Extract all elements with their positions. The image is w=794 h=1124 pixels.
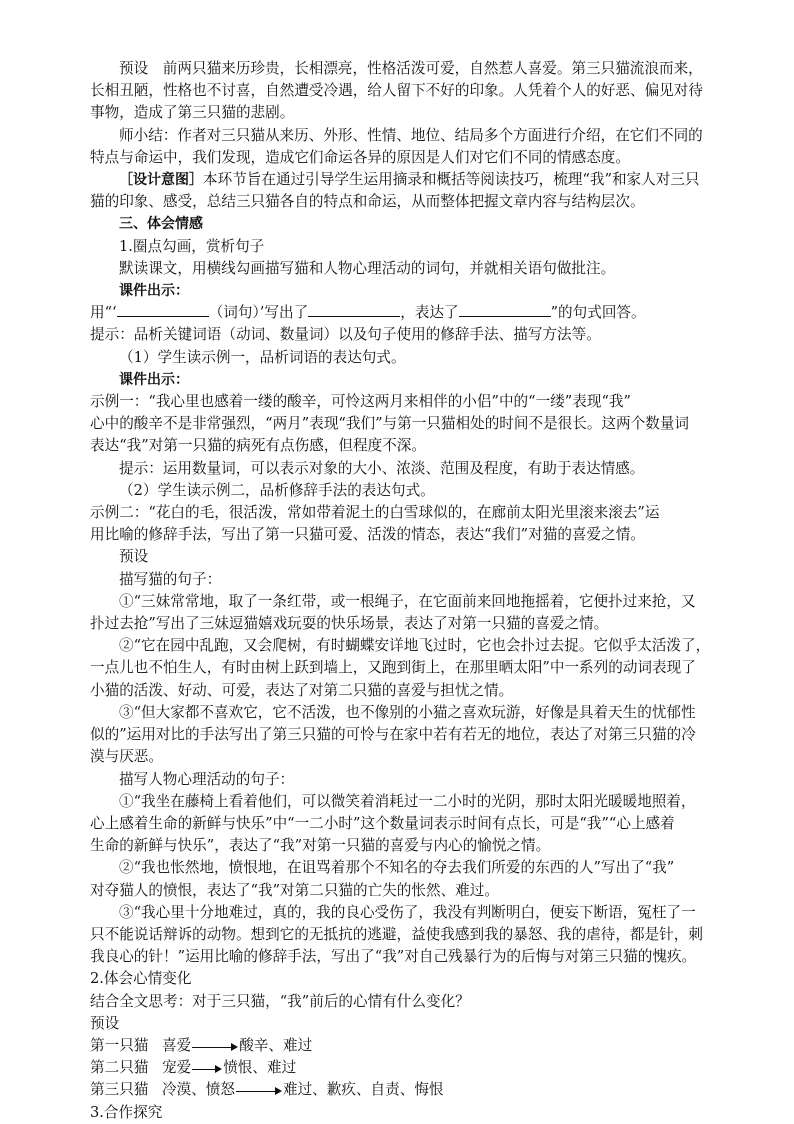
mood-after: 难过、歉疚、自责、悔恨 [282,1081,444,1099]
section-heading: 三、体会情感 [119,216,203,233]
arrow-right-icon [192,1063,222,1073]
example-one-line: 表达“我”对第一只猫的病死有点伤感，但程度不深。 [90,437,426,455]
instruction-text: 默读课文，用横线勾画描写猫和人物心理活动的词句，并就相关语句做批注。 [119,259,616,277]
cat-sentence-line: 扑过去抢”写出了三妹逗猫嬉戏玩耍的快乐场景，表达了对第一只猫的喜爱之情。 [90,615,609,633]
mood-after: 酸辛、难过 [239,1036,313,1054]
example-one-line: 示例一：“我心里也感着一缕的酸辛，可怜这两月来相伴的小侣”中的“一缕”表现“我” [90,393,631,411]
preset-label: 预设 [119,548,149,566]
cat-sentence-line: ③“但大家都不喜欢它，它不活泼，也不像别的小猫之喜欢玩游，好像是具着天生的忧郁性 [119,703,696,721]
cat-sentence-line: 小猫的活泼、好动、可爱，表达了对第二只猫的喜爱与担忧之情。 [90,681,514,699]
teacher-summary-line: 特点与命运中，我们发现，造成它们命运各异的原因是人们对它们不同的情感态度。 [90,148,630,166]
blank-line [308,302,400,317]
step-text: （2）学生读示例二，品析修辞手法的表达句式。 [119,481,435,499]
mind-sentence-line: 只不能说话辩诉的动物。想到它的无抵抗的逃避，益使我感到我的暴怒、我的虐待，都是针，刺 [90,925,703,943]
blank-line [117,302,209,317]
courseware-label: 课件出示： [119,283,189,300]
cat-sentence-line: 一点儿也不怕生人，有时由树上跃到墙上，又跑到街上，在那里晒太阳”中一系列的动词表现了 [90,659,696,677]
subsection-heading: 1.圈点勾画，赏析句子 [119,237,265,255]
preset-paragraph-line: 事物，造成了第三只猫的悲剧。 [90,104,295,122]
design-intent-text: 本环节旨在通过引导学生运用摘录和概括等阅读技巧，梳理“我”和家人对三只 [203,171,700,189]
example-one-line: 心中的酸辛不是非常强烈，“两月”表现“我们”与第一只猫相处的时间不是很长。这两个数量词 [90,415,690,433]
mood-flow-row [90,1057,735,1079]
courseware-label: 课件出示： [119,371,189,388]
mood-before: 喜爱 [162,1036,192,1054]
subsection-heading: 3.合作探究 [90,1103,163,1121]
cat-sentence-line: 漠与厌恶。 [90,748,163,766]
mind-sentence-line: 对夺猫人的愤恨，表达了“我”对第二只猫的亡失的怅然、难过。 [90,881,499,899]
hint-text: 提示：运用数量词，可以表示对象的大小、浓淡、范围及程度，有助于表达情感。 [119,459,645,477]
mind-sentence-line: 心上感着生命的新鲜与快乐”中“一二小时”这个数量词表示时间有点长，可是“我”“心上感着 [90,814,675,832]
fill-in-template: 用“‘ （词句）’写出了 ，表达了 ”的句式回答。 [90,304,646,322]
question-text: 结合全文思考：对于三只猫，“我”前后的心情有什么变化？ [90,992,470,1010]
preset-paragraph-line: 预设 前两只猫来历珍贵，长相漂亮，性格活泼可爱，自然惹人喜爱。第三只猫流浪而来， [119,60,703,77]
cat-sentence-line: ①“三妹常常地，取了一条红带，或一根绳子，在它面前来回地拖摇着，它便扑过来抢，又 [119,592,696,610]
mind-sentence-line: ③“我心里十分地难过，真的，我的良心受伤了，我没有判断明白，便妄下断语，冤枉了一 [119,903,696,921]
mood-flow-row [90,1079,735,1101]
mood-before: 宠爱 [162,1059,192,1077]
cat-sentence-line: 似的”运用对比的手法写出了第三只猫的可怜与在家中若有若无的地位，表达了对第三只猫的冷 [90,726,696,744]
mind-sentence-line: ②“我也怅然地，愤恨地，在诅骂着那个不知名的夺去我们所爱的东西的人”写出了“我” [119,859,675,877]
blank-line [459,302,551,317]
arrow-right-icon [192,1041,238,1051]
hint-text: 提示：品析关键词语（动词、数量词）以及句子使用的修辞手法、描写方法等。 [90,326,601,344]
arrow-right-icon [236,1085,282,1095]
cat-name: 第一只猫 [90,1036,149,1054]
cat-name: 第三只猫 [90,1081,149,1099]
design-intent-label: ［设计意图］ [119,172,203,189]
example-two-line: 示例二：“花白的毛，很活泼，常如带着泥土的白雪球似的，在廊前太阳光里滚来滚去”运 [90,504,660,522]
teacher-summary-line: 师小结：作者对三只猫从来历、外形、性情、地位、结局多个方面进行介绍，在它们不同的 [119,126,703,144]
mood-after: 愤恨、难过 [223,1059,297,1077]
cat-sentences-label: 描写猫的句子： [119,570,222,588]
preset-label: 预设 [90,1014,120,1032]
mind-sentences-label: 描写人物心理活动的句子： [119,770,295,788]
cat-name: 第二只猫 [90,1059,149,1077]
example-two-line: 用比喻的修辞手法，写出了第一只猫可爱、活泼的情态，表达“我们”对猫的喜爱之情。 [90,526,645,544]
preset-paragraph-line: 长相丑陋，性格也不讨喜，自然遭受冷遇，给人留下不好的印象。人凭着个人的好恶、偏见对待 [90,82,703,100]
mind-sentence-line: ①“我坐在藤椅上看着他们，可以微笑着消耗过一二小时的光阴，那时太阳光暖暖地照着， [119,792,696,810]
design-intent-line [90,169,735,191]
mind-sentence-line: 我良心的针！”运用比喻的修辞手法，写出了“我”对自己残暴行为的后悔与对第三只猫的愧疚。 [90,948,697,966]
design-intent-line: 猫的印象、感受，总结三只猫各自的特点和命运，从而整体把握文章内容与结构层次。 [90,193,645,211]
mood-flow-row [90,1035,735,1057]
cat-sentence-line: ②“它在园中乱跑，又会爬树，有时蝴蝶安详地飞过时，它也会扑过去捉。它似乎太活泼了， [119,637,711,655]
document-page [90,58,735,1124]
step-text: （1）学生读示例一，品析词语的表达句式。 [119,348,406,366]
subsection-heading: 2.体会心情变化 [90,970,192,988]
mind-sentence-line: 生命的新鲜与快乐”，表达了“我”对第一只猫的喜爱与内心的愉悦之情。 [90,837,551,855]
mood-before: 冷漠、愤怒 [162,1081,235,1099]
